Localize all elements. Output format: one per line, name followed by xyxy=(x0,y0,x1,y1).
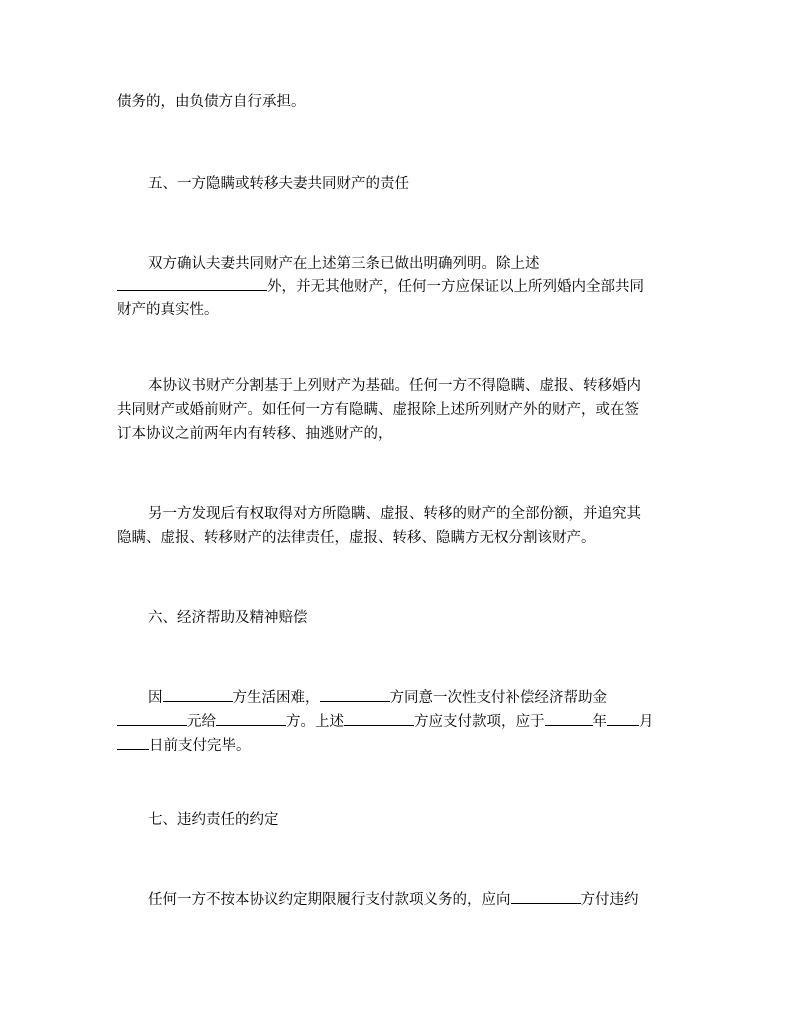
paragraph-line xyxy=(117,398,639,422)
section-heading-6 xyxy=(148,606,308,630)
text: 外，并无其他财产，任何一方应保证以上所列婚内全部共同 xyxy=(267,279,644,295)
fill-blank[interactable] xyxy=(163,687,233,702)
fill-blank[interactable] xyxy=(320,687,390,702)
paragraph-line xyxy=(148,374,641,398)
fill-blank[interactable] xyxy=(607,711,639,726)
text: 元给 xyxy=(187,714,216,730)
text: 双方确认夫妻共同财产在上述第三条已做出明确列明。除上述 xyxy=(148,256,540,272)
fill-blank[interactable] xyxy=(344,711,414,726)
paragraph-line xyxy=(117,275,644,299)
text: 任何一方不按本协议约定期限履行支付款项义务的，应向 xyxy=(148,892,511,908)
fill-blank[interactable] xyxy=(117,711,187,726)
paragraph-line xyxy=(117,734,251,758)
fill-blank[interactable] xyxy=(511,889,581,904)
text: 年 xyxy=(592,714,607,730)
text: 隐瞒、虚报、转移财产的法律责任，虚报、转移、隐瞒方无权分割该财产。 xyxy=(117,530,596,546)
text: 本协议书财产分割基于上列财产为基础。任何一方不得隐瞒、虚报、转移婚内 xyxy=(148,378,641,394)
paragraph-line xyxy=(148,502,641,526)
text: 七、违约责任的约定 xyxy=(148,812,279,828)
text: 方应支付款项，应于 xyxy=(414,714,545,730)
text: 方生活困难， xyxy=(232,690,320,706)
paragraph-line xyxy=(148,686,607,710)
section-heading-5 xyxy=(148,172,409,196)
text: 方。上述 xyxy=(286,714,344,730)
paragraph-line xyxy=(117,526,596,550)
text: 月 xyxy=(639,714,654,730)
paragraph-line xyxy=(117,90,306,114)
text: 方同意一次性支付补偿经济帮助金 xyxy=(389,690,607,706)
text: 共同财产或婚前财产。如任何一方有隐瞒、虚报除上述所列财产外的财产，或在签 xyxy=(117,402,639,418)
paragraph-line xyxy=(148,252,540,276)
paragraph-line xyxy=(117,422,393,446)
text: 财产的真实性。 xyxy=(117,302,219,318)
text: 因 xyxy=(148,690,163,706)
text: 日前支付完毕。 xyxy=(149,738,251,754)
fill-blank[interactable] xyxy=(545,711,593,726)
text: 方付违约 xyxy=(580,892,639,908)
paragraph-line xyxy=(148,888,639,912)
paragraph-line xyxy=(117,298,219,322)
text: 债务的，由负债方自行承担。 xyxy=(117,94,306,110)
fill-blank[interactable] xyxy=(117,276,267,291)
section-heading-7 xyxy=(148,808,279,832)
text: 五、一方隐瞒或转移夫妻共同财产的责任 xyxy=(148,176,409,192)
fill-blank[interactable] xyxy=(117,735,149,750)
text: 六、经济帮助及精神赔偿 xyxy=(148,610,308,626)
paragraph-line xyxy=(117,710,654,734)
text: 另一方发现后有权取得对方所隐瞒、虚报、转移的财产的全部份额，并追究其 xyxy=(148,506,641,522)
fill-blank[interactable] xyxy=(216,711,286,726)
text: 订本协议之前两年内有转移、抽逃财产的， xyxy=(117,426,393,442)
